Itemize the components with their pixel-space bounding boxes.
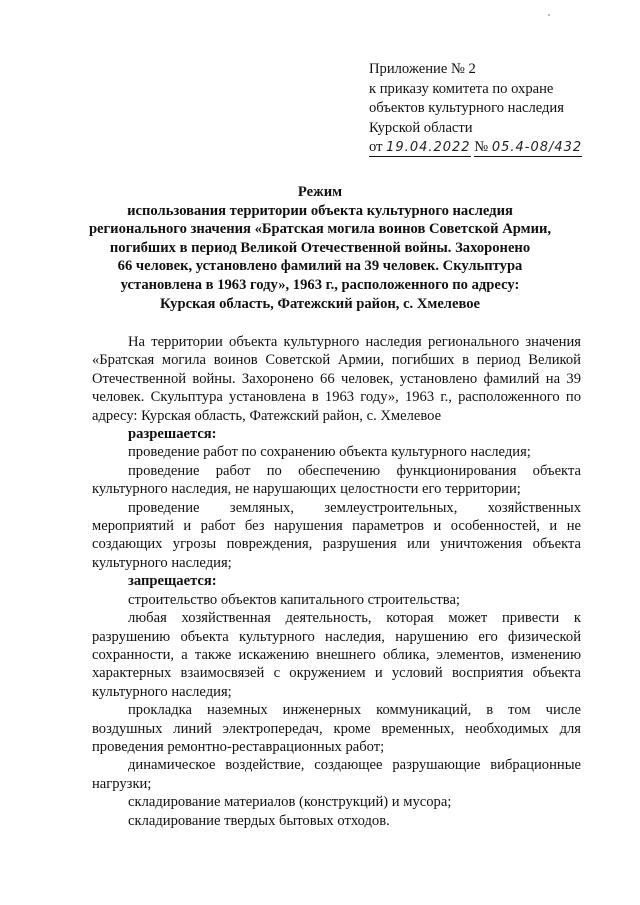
document-body [92, 333, 581, 830]
forbidden-item: строительство объектов капитального строительства; [128, 591, 460, 608]
appendix-date-line [369, 138, 582, 158]
date-prefix: от [369, 139, 383, 155]
number-field [474, 139, 582, 157]
allowed-label: разрешается: [128, 426, 217, 443]
appendix-line-1: Приложение № 2 [369, 61, 476, 77]
document-title [80, 183, 560, 313]
title-line-6: установлена в 1963 году», 1963 г., расположенного по адресу: [120, 276, 520, 293]
title-line-4: погибших в период Великой Отечественной войны. Захоронено [109, 239, 531, 256]
allowed-item: проведение работ по обеспечению функционирования объекта культурного наследия, не нарушающих целостности его территории; [92, 462, 581, 498]
title-line-3: регионального значения «Братская могила воинов Советской Армии, [88, 221, 552, 238]
title-line-7: Курская область, Фатежский район, с. Хмелевое [159, 295, 481, 312]
forbidden-item: прокладка наземных инженерных коммуникаций, в том числе воздушных линий электропередач, кроме временных, необходимых для проведения ремонтно-реставрационных работ; [92, 702, 581, 755]
allowed-item: проведение земляных, землеустроительных, хозяйственных мероприятий и работ без нарушения параметров и особенностей, и не создающих угрозы повреждения, разрушения или уничтожения объекта культурного наследия; [92, 499, 581, 571]
title-line-2: использования территории объекта культурного наследия [127, 202, 513, 219]
appendix-header [369, 60, 582, 158]
scan-speck [548, 14, 550, 16]
intro-paragraph: На территории объекта культурного наследия регионального значения «Братская могила воинов Советской Армии, погибших в период Великой Отечественной войны. Захоронено 66 человек, установлено фамилий на 39 человек. Скульптура установлена в 1963 году», 1963 г., расположенного по адресу: Курская область, Фатежский район, с. Хмелевое [92, 334, 581, 424]
appendix-line-3: объектов культурного наследия [369, 100, 564, 116]
number-prefix: № [474, 139, 489, 155]
forbidden-item: динамическое воздействие, создающее разрушающие вибрационные нагрузки; [92, 757, 581, 792]
forbidden-label: запрещается: [128, 573, 217, 590]
handwritten-number: 05.4-08/432 [491, 140, 583, 155]
allowed-item: проведение работ по сохранению объекта культурного наследия; [128, 444, 531, 461]
appendix-line-4: Курской области [369, 119, 473, 136]
date-field [369, 139, 471, 157]
forbidden-item: складирование твердых бытовых отходов. [128, 812, 390, 829]
appendix-line-2: к приказу комитета по охране [369, 80, 554, 97]
forbidden-item: складирование материалов (конструкций) и мусора; [128, 794, 452, 811]
forbidden-item: любая хозяйственная деятельность, которая может привести к разрушению объекта культурного наследия, нарушению его физической сохранности, а также искажению внешнего облика, элементов, изменению характерных взаимосвязей с окружением и условий восприятия объекта культурного наследия; [92, 610, 581, 700]
title-line-5: 66 человек, установлено фамилий на 39 человек. Скульптура [117, 258, 523, 275]
title-line-1: Режим [297, 184, 343, 200]
handwritten-date: 19.04.2022 [386, 140, 471, 155]
